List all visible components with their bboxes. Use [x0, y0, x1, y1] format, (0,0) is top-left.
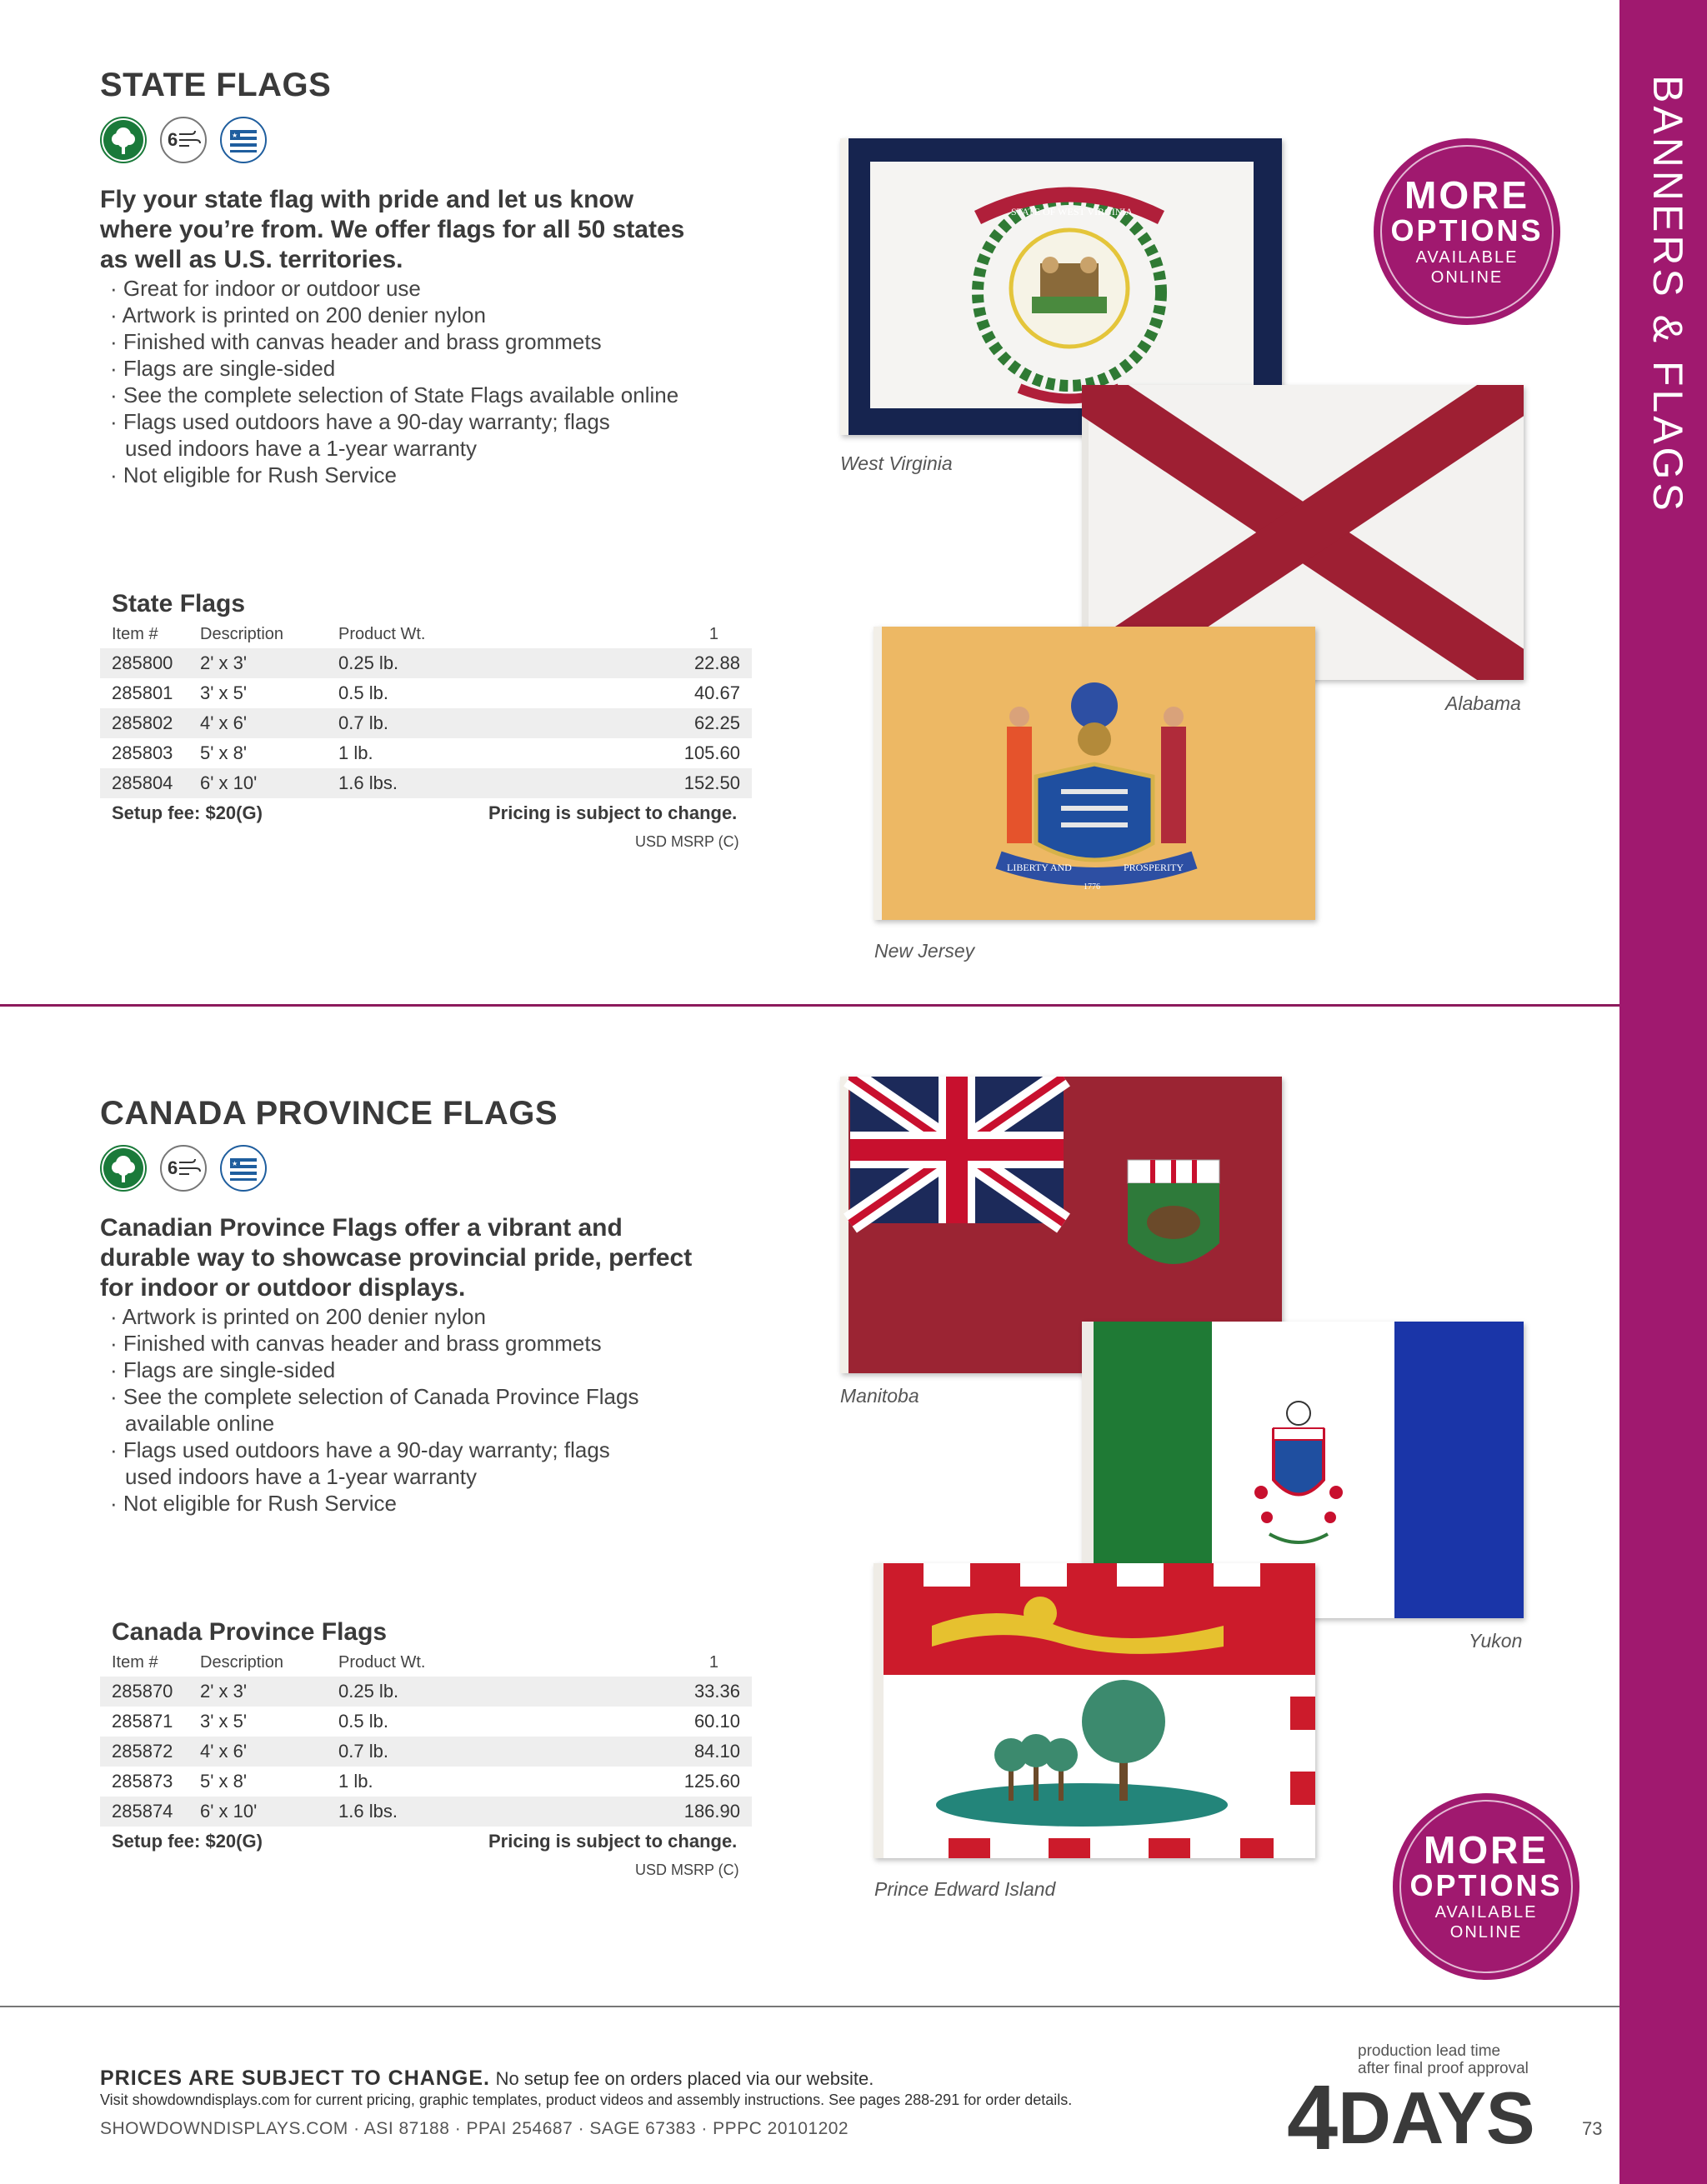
prince-edward-island-flag [874, 1563, 1315, 1858]
wind-rating: 6 [168, 129, 178, 150]
section-sidebar-label: BANNERS & FLAGS [1644, 75, 1691, 514]
list-item: · Not eligible for Rush Service [110, 462, 397, 487]
table-row: 285873 5' x 8' 1 lb. 125.60 [112, 1771, 740, 1792]
state-pricing-note: Pricing is subject to change. [488, 802, 738, 823]
list-item: · Great for indoor or outdoor use [110, 276, 421, 301]
table-row: 285801 3' x 5' 0.5 lb. 40.67 [112, 682, 740, 703]
page-number: 73 [1582, 2118, 1603, 2139]
new-jersey-flag [874, 627, 1315, 920]
list-item: · Finished with canvas header and brass grommets [110, 1331, 602, 1356]
svg-text:★: ★ [232, 1160, 238, 1167]
west-virginia-caption: West Virginia [840, 452, 953, 474]
more-options-badge[interactable]: MORE OPTIONS AVAILABLE ONLINE [1393, 1793, 1579, 1980]
list-item: · Artwork is printed on 200 denier nylon [110, 1304, 486, 1329]
manitoba-caption: Manitoba [840, 1385, 919, 1407]
list-item: · Not eligible for Rush Service [110, 1491, 397, 1516]
canada-msrp-note: USD MSRP (C) [635, 1862, 739, 1878]
canada-flags-heading: CANADA PROVINCE FLAGS [100, 1095, 558, 1132]
canada-table-title: Canada Province Flags [112, 1618, 388, 1646]
state-feature-icons [100, 117, 267, 163]
tree-icon [100, 1145, 147, 1192]
new-jersey-caption: New Jersey [874, 940, 975, 962]
state-table-title: State Flags [112, 590, 246, 617]
canada-pricing-note: Pricing is subject to change. [488, 1831, 738, 1852]
list-item: · Flags are single-sided [110, 1357, 336, 1382]
prince-edward-island-caption: Prince Edward Island [874, 1878, 1056, 1900]
tree-icon [100, 117, 147, 163]
table-row: 285874 6' x 10' 1.6 lbs. 186.90 [100, 1797, 752, 1827]
nj-year: 1776 [1084, 882, 1100, 892]
table-row: 285804 6' x 10' 1.6 lbs. 152.50 [100, 768, 752, 798]
seal-text: STATE OF WEST VIRGINIA [1011, 206, 1134, 217]
lead-time-label: production lead time after final proof approval [1358, 2042, 1529, 2077]
list-item: · See the complete selection of Canada Province Flags available online [110, 1384, 639, 1436]
table-row: 285803 5' x 8' 1 lb. 105.60 [112, 742, 740, 763]
state-bullet-list [100, 275, 700, 488]
yukon-caption: Yukon [1469, 1630, 1523, 1652]
state-price-table [100, 620, 752, 798]
list-item: · Finished with canvas header and brass grommets [110, 329, 602, 354]
nj-motto-right: PROSPERITY [1124, 862, 1184, 873]
svg-text:★: ★ [232, 132, 238, 139]
wind-rating: 6 [168, 1157, 178, 1178]
industry-codes: SHOWDOWNDISPLAYS.COM · ASI 87188 · PPAI 254687 · SAGE 67383 · PPPC 20101202 [100, 2119, 849, 2138]
list-item: · See the complete selection of State Flags available online [110, 382, 679, 407]
canada-feature-icons [100, 1145, 267, 1192]
table-row: 285871 3' x 5' 0.5 lb. 60.10 [112, 1711, 740, 1732]
state-msrp-note: USD MSRP (C) [635, 833, 739, 850]
more-options-badge[interactable]: MORE OPTIONS AVAILABLE ONLINE [1374, 138, 1560, 325]
list-item: · Flags are single-sided [110, 356, 336, 381]
table-header-row: Item # Description Product Wt. 1 [112, 1652, 718, 1672]
state-flags-heading: STATE FLAGS [100, 67, 332, 103]
state-setup-fee: Setup fee: $20(G) [112, 802, 263, 823]
prices-notice: PRICES ARE SUBJECT TO CHANGE. No setup fee on orders placed via our website. [100, 2067, 874, 2090]
visit-website-note: Visit showdowndisplays.com for current pricing, graphic templates, product videos and assembly instructions. See pages 288-291 for order details. [100, 2092, 1073, 2108]
canada-setup-fee: Setup fee: $20(G) [112, 1831, 263, 1852]
state-lead-text: Fly your state flag with pride and let us know where you’re from. We offer flags for all 50 states as well as U.S. territories. [100, 186, 685, 273]
table-row: 285870 2' x 3' 0.25 lb. 33.36 [100, 1677, 752, 1707]
table-row: 285872 4' x 6' 0.7 lb. 84.10 [100, 1737, 752, 1767]
flag-icon [220, 1145, 267, 1192]
footer-divider [0, 2006, 1619, 2007]
canada-price-table [100, 1648, 752, 1827]
canada-lead-text: Canadian Province Flags offer a vibrant and durable way to showcase provincial pride, perfect for indoor or outdoor displays. [100, 1214, 693, 1302]
wind-resistance-icon [160, 1145, 207, 1192]
wind-resistance-icon [160, 117, 207, 163]
section-divider [0, 1004, 1619, 1007]
flag-icon [220, 117, 267, 163]
alabama-caption: Alabama [1445, 692, 1521, 714]
table-header-row: Item # Description Product Wt. 1 [112, 624, 718, 643]
nj-motto-left: LIBERTY AND [1007, 862, 1072, 873]
canada-bullet-list [100, 1303, 700, 1517]
table-row: 285802 4' x 6' 0.7 lb. 62.25 [100, 708, 752, 738]
list-item: · Flags used outdoors have a 90-day warranty; flags used indoors have a 1-year warranty [110, 409, 610, 461]
list-item: · Flags used outdoors have a 90-day warranty; flags used indoors have a 1-year warranty [110, 1437, 610, 1489]
list-item: · Artwork is printed on 200 denier nylon [110, 302, 486, 327]
table-row: 285800 2' x 3' 0.25 lb. 22.88 [100, 648, 752, 678]
production-days: 4 DAYS [1287, 2067, 1535, 2169]
